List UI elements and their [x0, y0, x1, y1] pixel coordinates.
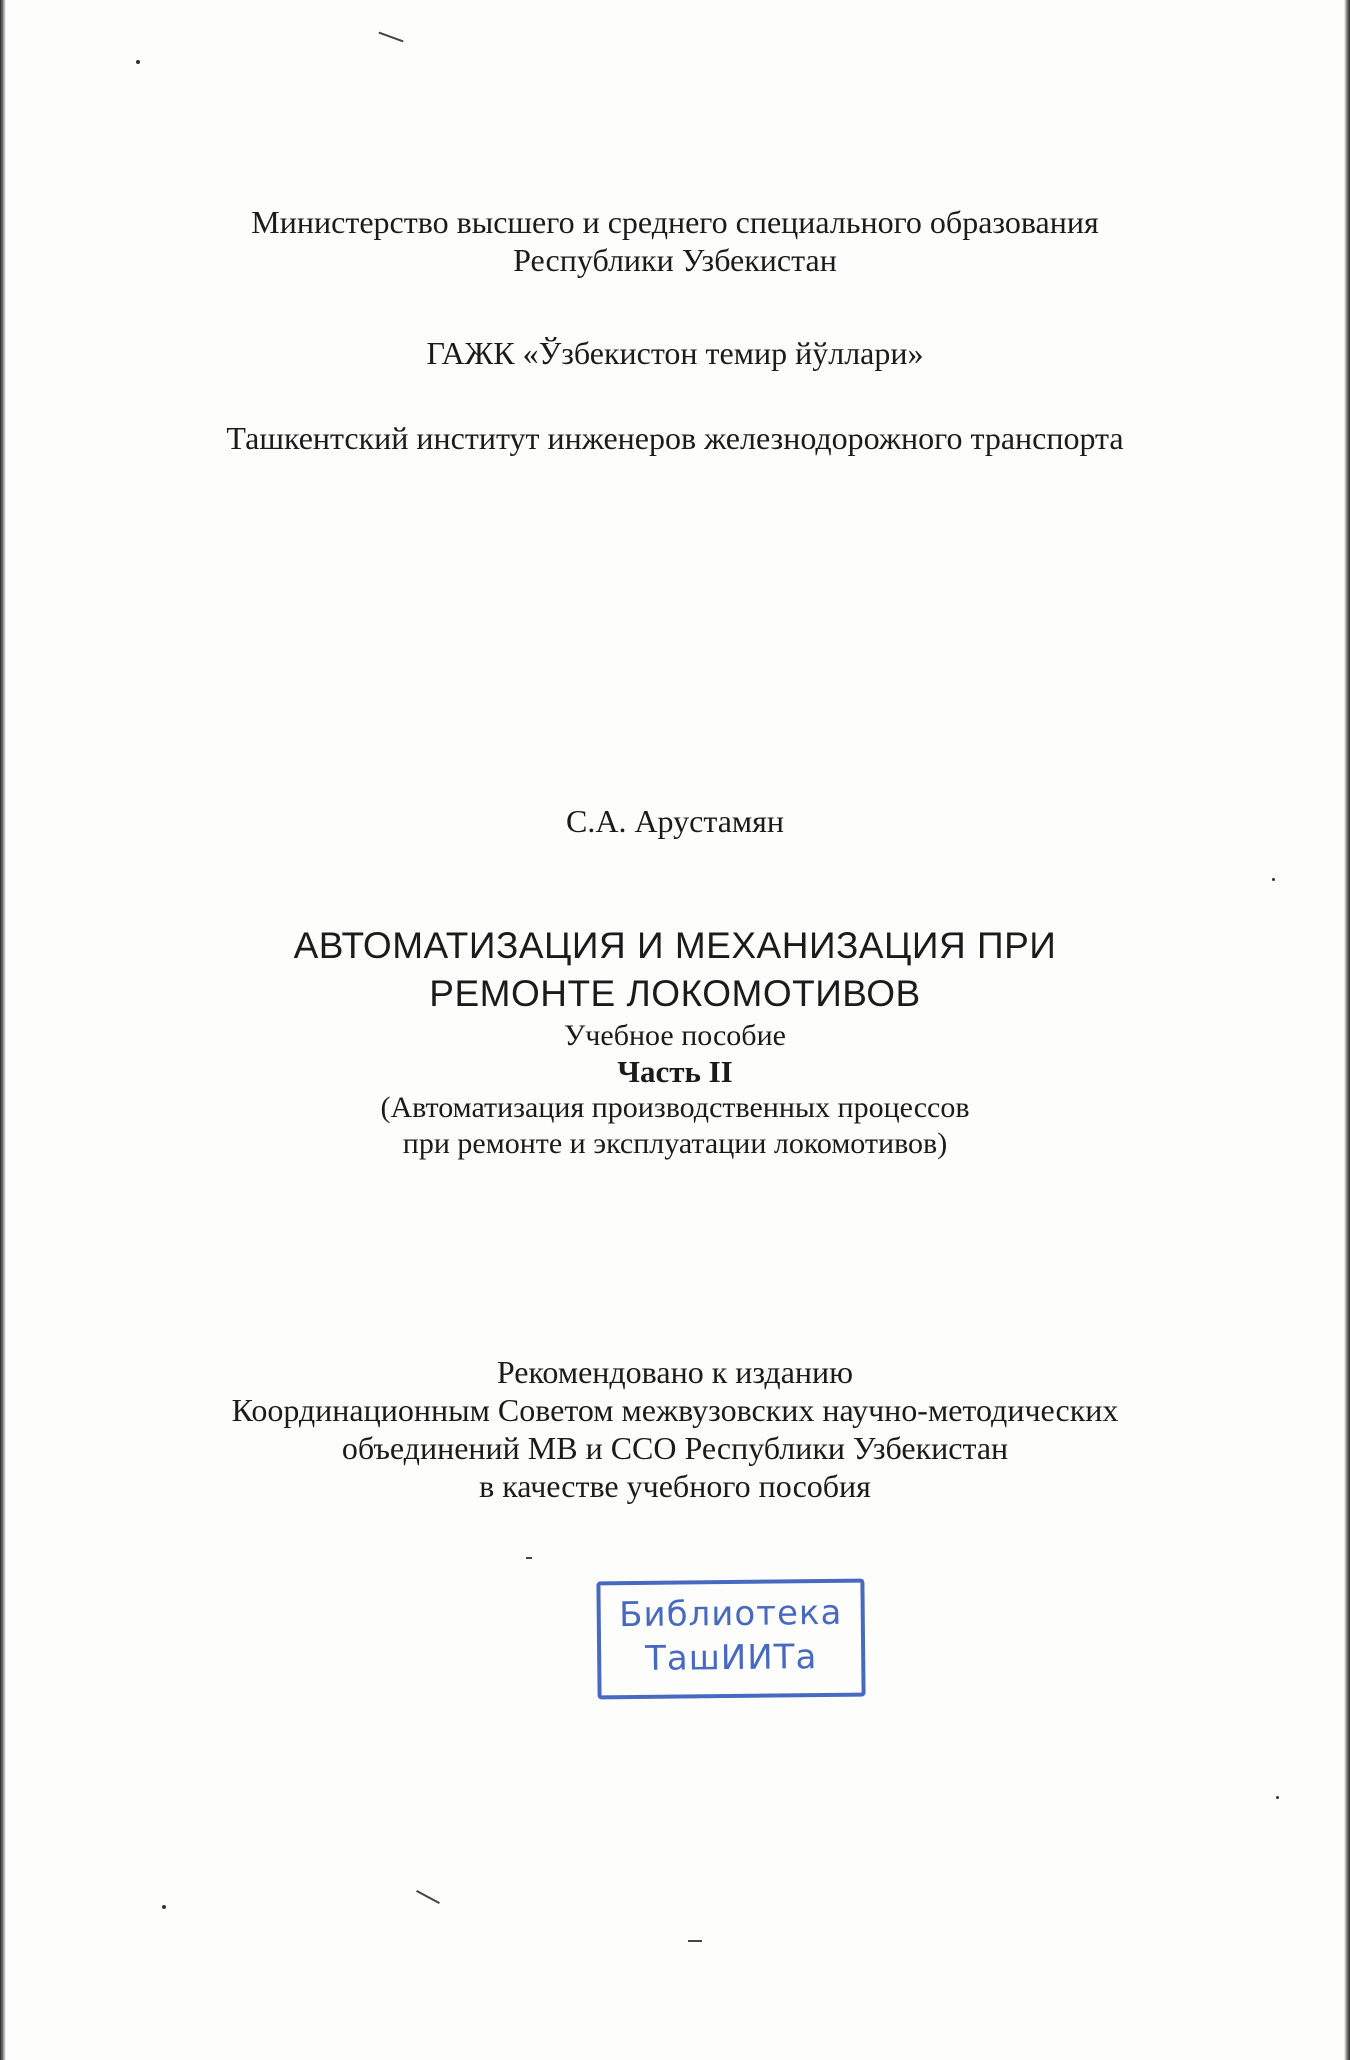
scan-speck — [1276, 1796, 1279, 1799]
library-stamp — [596, 1579, 865, 1700]
ministry-line-1: Министерство высшего и среднего специального образования — [251, 204, 1099, 240]
scan-speck — [162, 1905, 166, 1909]
author — [0, 802, 1350, 840]
recommendation-line-4: в качестве учебного пособия — [479, 1468, 871, 1504]
scan-mark — [378, 32, 403, 43]
scan-mark — [416, 1890, 440, 1904]
railway-company-name: ГАЖК «Ўзбекистон темир йўллари» — [426, 335, 924, 371]
part-description-line-1: (Автоматизация производственных процессов — [380, 1091, 970, 1124]
book-subtitle: Учебное пособие — [564, 1019, 786, 1052]
book-part: Часть II — [617, 1054, 733, 1089]
scan-mark — [526, 1557, 532, 1559]
book-title-line-1: АВТОМАТИЗАЦИЯ И МЕХАНИЗАЦИЯ ПРИ — [293, 925, 1057, 966]
book-title-line-2: РЕМОНТЕ ЛОКОМОТИВОВ — [429, 973, 921, 1014]
recommendation-line-3: объединений МВ и ССО Республики Узбекистан — [341, 1430, 1009, 1466]
institute — [0, 419, 1350, 457]
railway-company — [0, 334, 1350, 372]
scan-mark — [688, 1940, 702, 1942]
scan-speck — [1272, 878, 1275, 881]
author-name: С.А. Арустамян — [565, 803, 784, 839]
recommendation — [0, 1353, 1350, 1505]
recommendation-line-1: Рекомендовано к изданию — [496, 1354, 854, 1390]
ministry-header — [0, 203, 1350, 279]
scan-speck — [136, 60, 140, 64]
institute-name: Ташкентский институт инженеров железнодорожного транспорта — [226, 420, 1124, 456]
ministry-line-2: Республики Узбекистан — [513, 242, 837, 278]
stamp-line-2: ТашИИТа — [644, 1637, 818, 1679]
part-description-line-2: при ремонте и эксплуатации локомотивов) — [402, 1127, 948, 1160]
stamp-line-1: Библиотека — [618, 1592, 843, 1636]
book-title-block — [0, 922, 1350, 1162]
recommendation-line-2: Координационным Советом межвузовских научно-методических — [231, 1392, 1119, 1428]
